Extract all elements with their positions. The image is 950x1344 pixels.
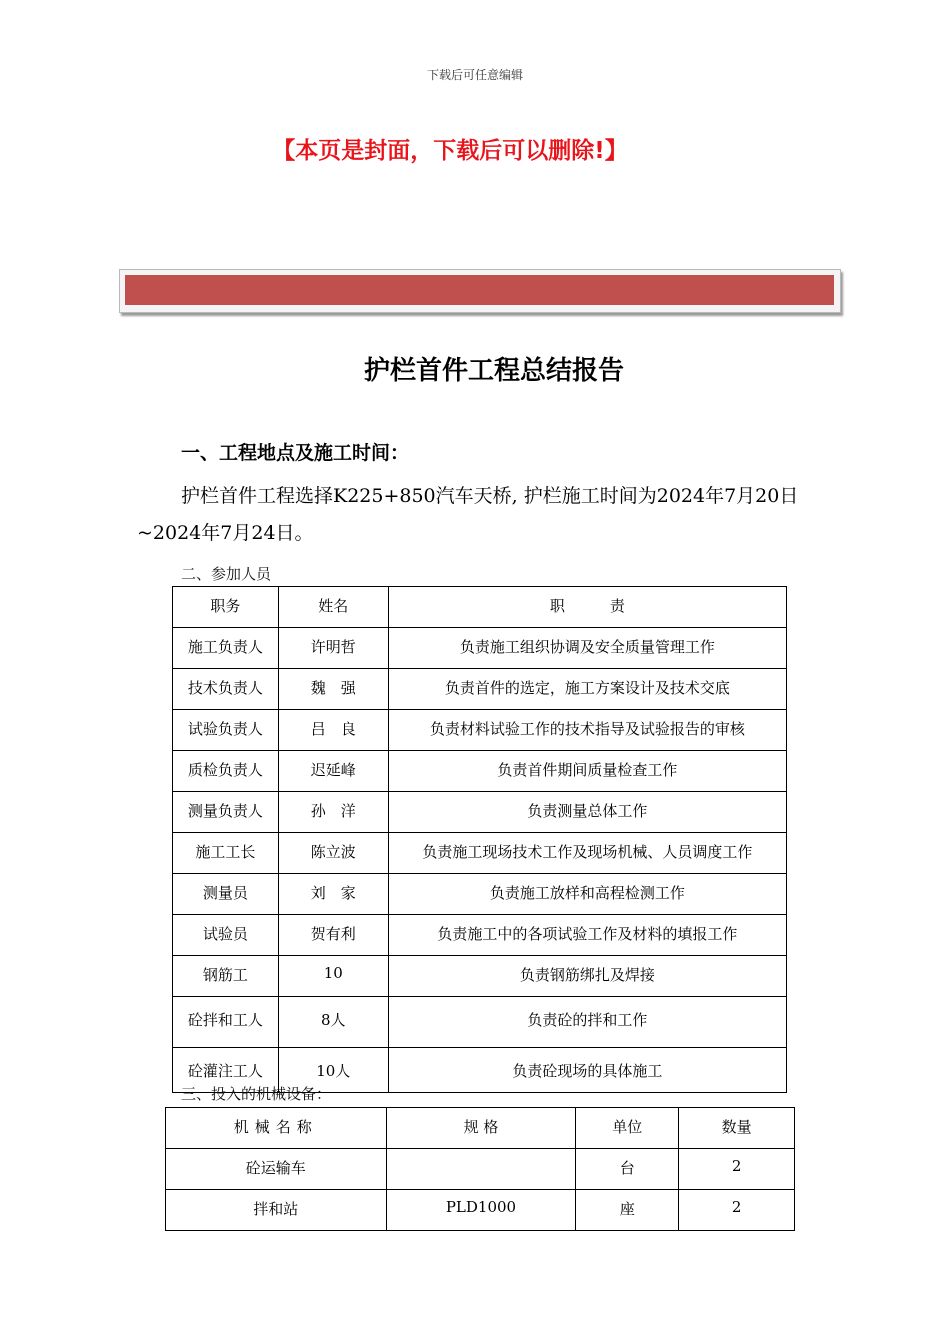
table-header-row [166, 1108, 795, 1149]
name-cell: 8人 [278, 997, 388, 1048]
column-header: 职 责 [388, 587, 786, 628]
unit-cell: 台 [576, 1149, 679, 1190]
duty-cell: 负责材料试验工作的技术指导及试验报告的审核 [388, 710, 786, 751]
table-row [173, 628, 787, 669]
duty-cell: 负责测量总体工作 [388, 792, 786, 833]
name-cell: 吕 良 [278, 710, 388, 751]
table-row [173, 669, 787, 710]
section-1-paragraph: 护栏首件工程选择K225+850汽车天桥, 护栏施工时间为2024年7月20日~2024年7月24日。 [137, 485, 799, 544]
equipment-name-cell: 砼运输车 [166, 1149, 387, 1190]
role-cell: 质检负责人 [173, 751, 279, 792]
quantity-cell: 2 [679, 1190, 795, 1231]
cover-notice: 【本页是封面，下载后可以删除!】 [272, 138, 628, 164]
table-row [173, 997, 787, 1048]
role-cell: 试验员 [173, 915, 279, 956]
spec-cell: PLD1000 [386, 1190, 576, 1231]
header-note: 下载后可任意编辑 [426, 68, 523, 82]
role-cell: 砼拌和工人 [173, 997, 279, 1048]
name-cell: 刘 家 [278, 874, 388, 915]
column-header: 规 格 [386, 1108, 576, 1149]
name-cell: 贺有利 [278, 915, 388, 956]
unit-cell: 座 [576, 1190, 679, 1231]
equipment-table [165, 1107, 795, 1231]
duty-cell: 负责钢筋绑扎及焊接 [388, 956, 786, 997]
name-cell: 10人 [278, 1048, 388, 1093]
section-2-heading: 二、参加人员 [181, 565, 272, 583]
role-cell: 测量负责人 [173, 792, 279, 833]
role-cell: 测量员 [173, 874, 279, 915]
table-row [166, 1190, 795, 1231]
name-cell: 魏 强 [278, 669, 388, 710]
document-title: 护栏首件工程总结报告 [363, 356, 624, 386]
column-header: 数量 [679, 1108, 795, 1149]
table-row [166, 1149, 795, 1190]
staff-table [172, 586, 787, 1093]
column-header: 单位 [576, 1108, 679, 1149]
title-banner [119, 269, 841, 313]
section-3-heading: 三、投入的机械设备： [181, 1085, 332, 1103]
column-header: 姓名 [278, 587, 388, 628]
name-cell: 陈立波 [278, 833, 388, 874]
role-cell: 施工工长 [173, 833, 279, 874]
name-cell: 迟延峰 [278, 751, 388, 792]
duty-cell: 负责施工中的各项试验工作及材料的填报工作 [388, 915, 786, 956]
table-row [173, 833, 787, 874]
duty-cell: 负责施工现场技术工作及现场机械、人员调度工作 [388, 833, 786, 874]
table-row [173, 915, 787, 956]
section-1-heading: 一、工程地点及施工时间： [181, 442, 410, 464]
column-header: 职务 [173, 587, 279, 628]
table-row [173, 792, 787, 833]
table-header-row [173, 587, 787, 628]
role-cell: 施工负责人 [173, 628, 279, 669]
equipment-name-cell: 拌和站 [166, 1190, 387, 1231]
role-cell: 技术负责人 [173, 669, 279, 710]
name-cell: 孙 洋 [278, 792, 388, 833]
quantity-cell: 2 [679, 1149, 795, 1190]
duty-cell: 负责施工放样和高程检测工作 [388, 874, 786, 915]
table-row [173, 956, 787, 997]
table-row [173, 710, 787, 751]
duty-cell: 负责首件的选定，施工方案设计及技术交底 [388, 669, 786, 710]
role-cell: 试验负责人 [173, 710, 279, 751]
table-row [173, 751, 787, 792]
name-cell: 许明哲 [278, 628, 388, 669]
table-row [173, 874, 787, 915]
duty-cell: 负责首件期间质量检查工作 [388, 751, 786, 792]
role-cell: 钢筋工 [173, 956, 279, 997]
title-banner-fill [125, 275, 834, 305]
name-cell: 10 [278, 956, 388, 997]
role-cell: 砼灌注工人 [173, 1048, 279, 1093]
duty-cell: 负责施工组织协调及安全质量管理工作 [388, 628, 786, 669]
spec-cell [386, 1149, 576, 1190]
duty-cell: 负责砼现场的具体施工 [388, 1048, 786, 1093]
duty-cell: 负责砼的拌和工作 [388, 997, 786, 1048]
column-header: 机械名称 [166, 1108, 387, 1149]
